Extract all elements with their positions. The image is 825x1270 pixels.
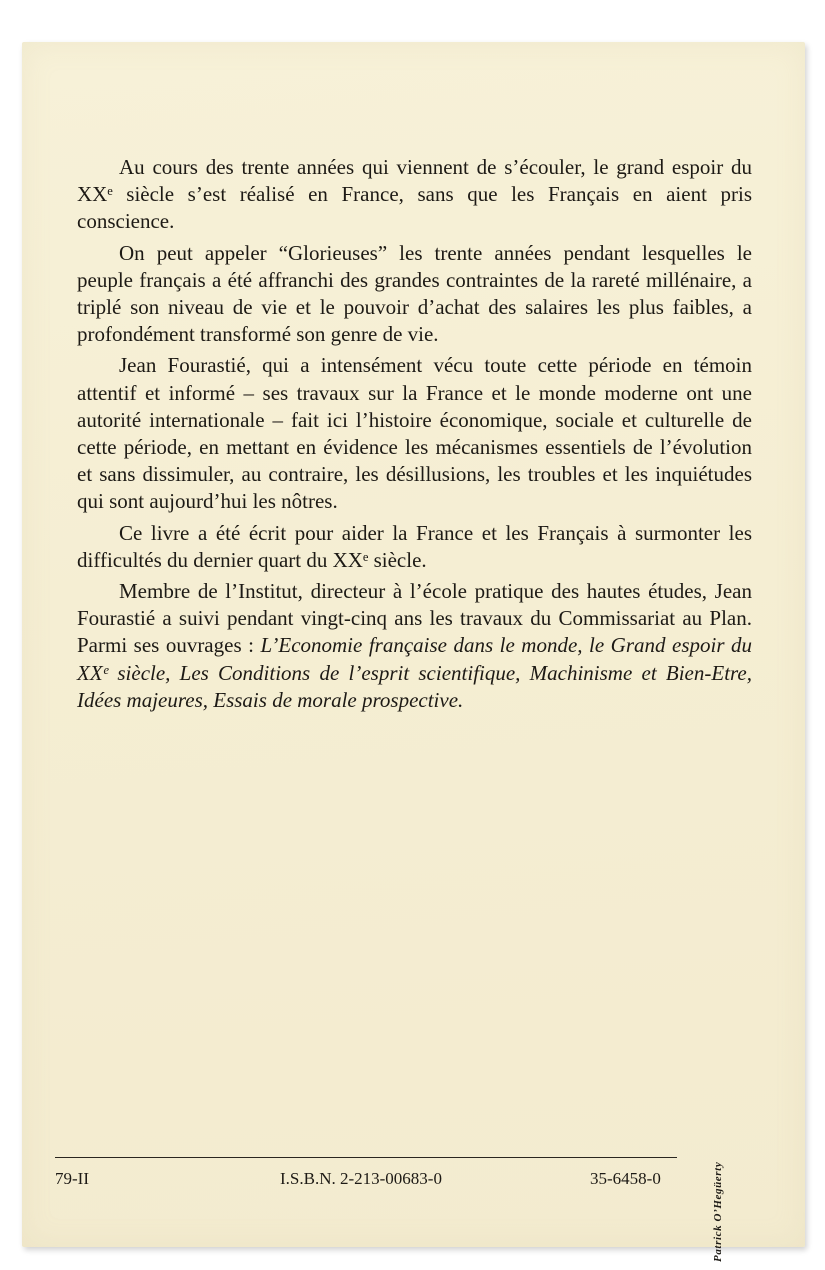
photo-credit: Patrick O’Hegüerty bbox=[712, 1161, 724, 1262]
paragraph-author-work: Jean Fourastié, qui a intensément vécu toute cette période en témoin attentif et informé – ses travaux sur la France et le monde moderne ont une autorité internationale – fait ici l’histoire économique, sociale et culturelle de cette période, en mettant en évidence les mécanismes essentiels de l’évolution et sans dissimuler, au contraire, les désillusions, les troubles et les inquiétudes qui sont aujourd’hui les nôtres. bbox=[77, 353, 752, 514]
catalog-code-left: 79-II bbox=[55, 1169, 89, 1188]
catalog-code-right: 35-6458-0 bbox=[590, 1169, 661, 1188]
author-works-list: L’Economie française dans le monde, le Grand espoir du XXᵉ siècle, Les Conditions de l’esprit scientifique, Machinisme et Bien-Etre, Idées majeures, Essais de morale prospective. bbox=[77, 633, 753, 712]
author-bio-text: Membre de l’Institut, directeur à l’école pratique des hautes études, Jean Fourastié a suivi pendant vingt-cinq ans les travaux du Commissariat au Plan. Parmi ses ouvrages : bbox=[77, 579, 752, 658]
isbn-number: I.S.B.N. 2-213-00683-0 bbox=[280, 1169, 442, 1188]
paragraph-intro: Au cours des trente années qui viennent de s’écouler, le grand espoir du XXᵉ siècle s’est réalisé en France, sans que les Français en aient pris conscience. bbox=[77, 155, 752, 234]
paragraph-purpose: Ce livre a été écrit pour aider la France et les Français à surmonter les difficultés du dernier quart du XXᵉ siècle. bbox=[77, 520, 752, 572]
blurb-text bbox=[77, 154, 752, 718]
footer-rule bbox=[55, 1157, 677, 1158]
paragraph-glorieuses: On peut appeler “Glorieuses” les trente années pendant lesquelles le peuple français a été affranchi des grandes contraintes de la rareté millénaire, a triplé son niveau de vie et le pouvoir d’achat des salaires les plus faibles, a profondément transformé son genre de vie. bbox=[77, 240, 752, 347]
book-back-cover bbox=[22, 42, 805, 1262]
paragraph-author-bio bbox=[77, 578, 752, 714]
